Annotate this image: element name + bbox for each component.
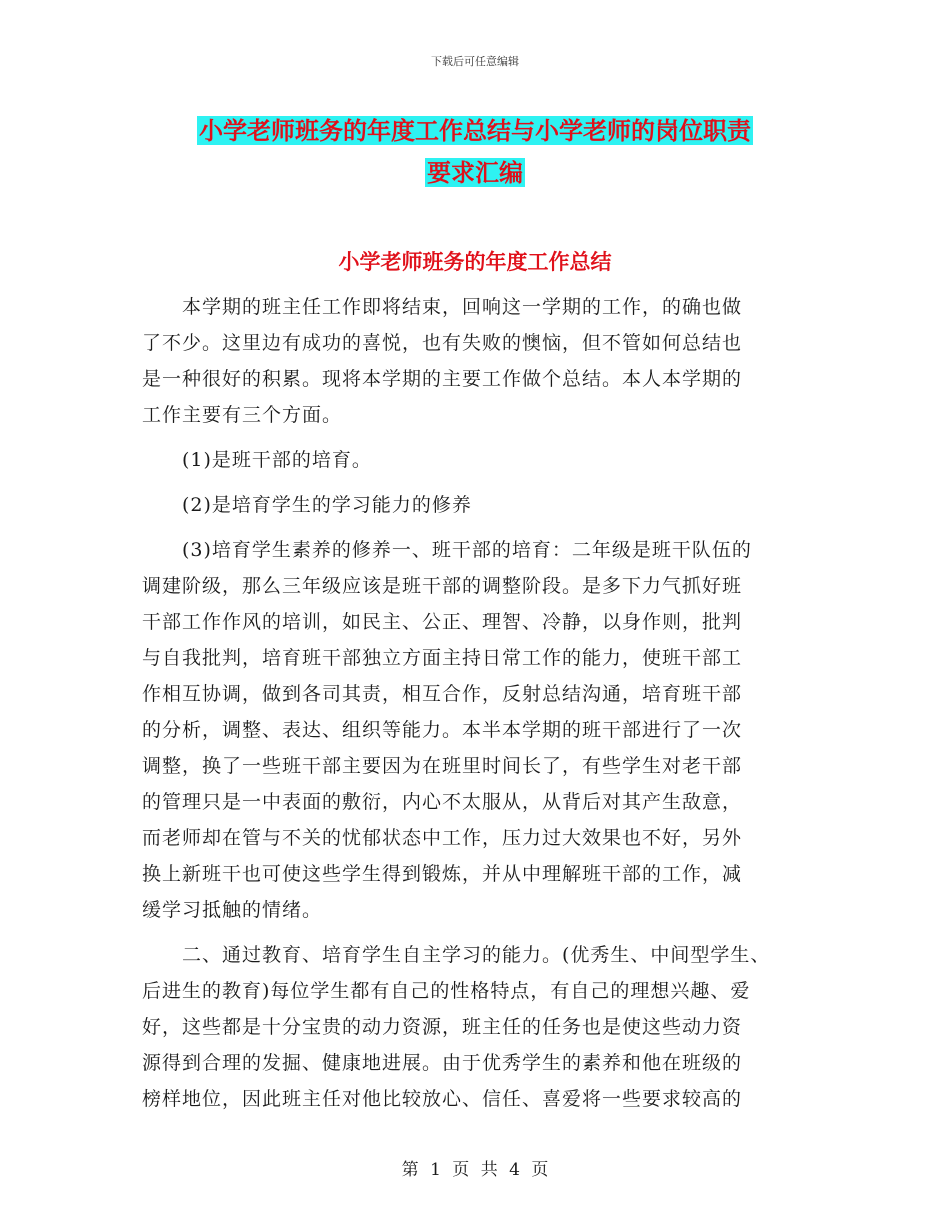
paragraph-line: 缓学习抵触的情绪。 <box>142 899 323 921</box>
page-footer: 第 1 页 共 4 页 <box>401 1160 549 1180</box>
paragraph-line: 源得到合理的发掘、健康地进展。由于优秀学生的素养和他在班级的 <box>142 1052 743 1074</box>
paragraph <box>142 289 810 433</box>
paragraph-line: 是一种很好的积累。现将本学期的主要工作做个总结。本人本学期的 <box>142 368 743 390</box>
paragraph-line: 而老师却在管与不关的忧郁状态中工作，压力过大效果也不好，另外 <box>142 827 743 849</box>
paragraph-line: 的管理只是一中表面的敷衍，内心不太服从，从背后对其产生敌意， <box>142 791 743 813</box>
document-title <box>0 110 950 194</box>
paragraph-line: 工作主要有三个方面。 <box>142 404 343 426</box>
title-line-2: 要求汇编 <box>427 158 523 187</box>
paragraph-line: 的分析，调整、表达、组织等能力。本半本学期的班干部进行了一次 <box>142 719 743 741</box>
paragraph-line: 二、通过教育、培育学生自主学习的能力。(优秀生、中间型学生、 <box>182 944 771 966</box>
paragraph <box>142 937 810 1117</box>
body-text <box>142 289 810 1126</box>
paragraph-line: (3)培育学生素养的修养一、班干部的培育：二年级是班干队伍的 <box>182 539 752 561</box>
paragraph <box>142 532 810 928</box>
paragraph-line: 干部工作作风的培训，如民主、公正、理智、冷静，以身作则，批判 <box>142 611 743 633</box>
title-line-1: 小学老师班务的年度工作总结与小学老师的岗位职责 <box>199 116 751 145</box>
paragraph <box>142 442 810 478</box>
paragraph-line: (1)是班干部的培育。 <box>182 449 372 471</box>
paragraph-line: 好，这些都是十分宝贵的动力资源，班主任的任务也是使这些动力资 <box>142 1016 743 1038</box>
paragraph-line: 与自我批判，培育班干部独立方面主持日常工作的能力，使班干部工 <box>142 647 743 669</box>
header-note: 下载后可任意编辑 <box>431 55 519 68</box>
paragraph-line: 调建阶级，那么三年级应该是班干部的调整阶段。是多下力气抓好班 <box>142 575 743 597</box>
section-title: 小学老师班务的年度工作总结 <box>338 249 612 274</box>
paragraph-line: 作相互协调，做到各司其责，相互合作，反射总结沟通，培育班干部 <box>142 683 743 705</box>
paragraph-line: 换上新班干也可使这些学生得到锻炼，并从中理解班干部的工作，减 <box>142 863 743 885</box>
paragraph-line: 后进生的教育)每位学生都有自己的性格特点，有自己的理想兴趣、爱 <box>142 980 751 1002</box>
paragraph-line: (2)是培育学生的学习能力的修养 <box>182 494 472 516</box>
paragraph <box>142 487 810 523</box>
paragraph-line: 本学期的班主任工作即将结束，回响这一学期的工作，的确也做 <box>182 296 743 318</box>
paragraph-line: 调整，换了一些班干部主要因为在班里时间长了，有些学生对老干部 <box>142 755 743 777</box>
paragraph-line: 了不少。这里边有成功的喜悦，也有失败的懊恼，但不管如何总结也 <box>142 332 743 354</box>
paragraph-line: 榜样地位，因此班主任对他比较放心、信任、喜爱将一些要求较高的 <box>142 1088 743 1110</box>
